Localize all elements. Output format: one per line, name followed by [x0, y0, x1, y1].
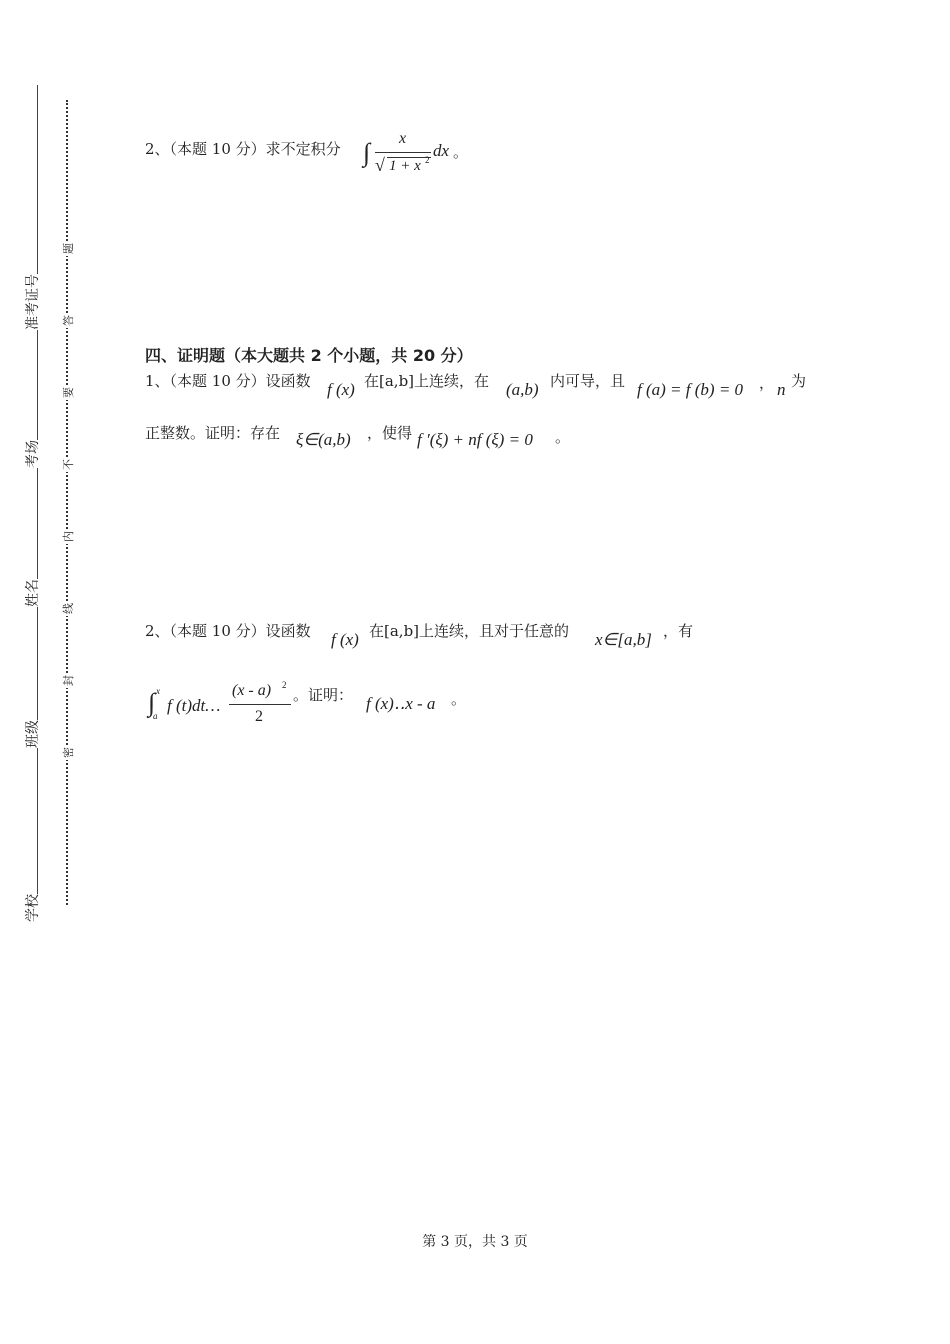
sqrt-inner: 1 + x [389, 158, 421, 174]
integrand: f (t)dt… [167, 696, 221, 715]
fraction-bar [229, 704, 291, 705]
problem-text: 为 [791, 372, 807, 390]
question-end: 。 [453, 143, 469, 161]
target-equation: f ′(ξ) + nf (ξ) = 0 [417, 430, 533, 449]
proof-problem-1 [145, 368, 825, 458]
problem-text: ， [759, 374, 775, 392]
seal-char: 内 [62, 531, 75, 542]
problem-text: 在[a,b]上连续，在 [364, 372, 490, 390]
problem-text: 内可导，且 [550, 372, 626, 390]
function-fx: f (x) [331, 630, 359, 649]
binding-margin [0, 0, 90, 1344]
numerator-exponent: 2 [282, 680, 287, 690]
field-label-name: 姓名 [22, 579, 42, 607]
problem-end: 。 [555, 428, 571, 446]
seal-char: 不 [62, 459, 75, 470]
binding-dotted-line [66, 100, 68, 905]
problem-text: 。证明： [293, 686, 354, 704]
seal-char: 封 [62, 675, 75, 686]
field-label-school: 学校 [22, 894, 42, 922]
x-in-interval: x∈[a,b] [595, 630, 652, 649]
seal-char: 线 [62, 603, 75, 614]
page-footer: 第 3 页，共 3 页 [422, 1234, 528, 1250]
fraction-denominator: 2 [255, 708, 263, 725]
problem-text: ，使得 [367, 424, 413, 442]
seal-char: 密 [62, 747, 75, 758]
proof-problem-2 [145, 618, 825, 733]
seal-char: 题 [62, 243, 75, 254]
question-label: 2、（本题 10 分）求不定积分 [145, 140, 341, 158]
lower-limit: a [153, 711, 158, 721]
differential: dx [433, 141, 450, 160]
field-label-exam-room: 考场 [22, 440, 42, 468]
seal-char: 答 [62, 315, 75, 326]
integral-sign: ∫ [363, 138, 371, 167]
claim-inequality: f (x)‥x - a [366, 694, 436, 713]
problem-text: 在[a,b]上连续，且对于任意的 [369, 622, 570, 640]
problem-label: 1、（本题 10 分）设函数 [145, 372, 311, 390]
fraction-bar [375, 152, 431, 153]
binding-solid-line [37, 85, 38, 920]
field-label-class: 班级 [22, 720, 42, 748]
problem-label: 2、（本题 10 分）设函数 [145, 622, 311, 640]
function-fx: f (x) [327, 380, 355, 399]
problem-text: 正整数。证明：存在 [145, 424, 281, 442]
boundary-condition: f (a) = f (b) = 0 [637, 380, 744, 399]
fraction-numerator: (x - a) [232, 682, 272, 699]
section-title: 四、证明题（本大题共 2 个小题，共 20 分） [145, 346, 473, 365]
field-label-exam-number: 准考证号 [22, 274, 42, 330]
open-interval: (a,b) [506, 380, 539, 399]
sqrt-exponent: 2 [425, 155, 430, 165]
variable-n: n [777, 380, 786, 399]
integral-sign: ∫ [148, 688, 156, 717]
xi-in-interval: ξ∈(a,b) [296, 430, 351, 449]
upper-limit: x [156, 686, 160, 696]
fraction-numerator: x [399, 130, 407, 147]
sqrt-sign: √ [375, 155, 385, 175]
seal-char: 要 [62, 387, 75, 398]
problem-text: ，有 [663, 622, 694, 640]
problem-end: 。 [451, 690, 467, 708]
